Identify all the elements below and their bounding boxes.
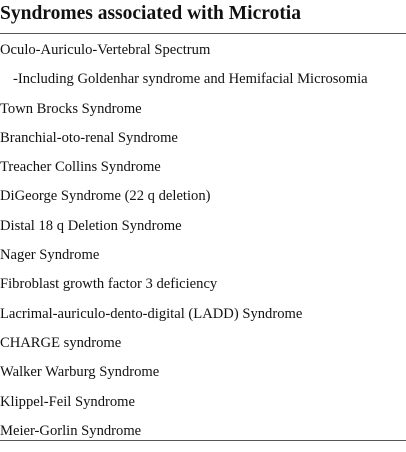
list-item: Fibroblast growth factor 3 deficiency — [0, 276, 218, 293]
list-item: Lacrimal-auriculo-dento-digital (LADD) Syndrome — [0, 305, 303, 322]
list-item: CHARGE syndrome — [0, 334, 122, 351]
table-title: Syndromes associated with Microtia — [0, 3, 301, 24]
header-divider — [0, 33, 406, 34]
list-item: Klippel-Feil Syndrome — [0, 393, 135, 410]
list-item: Meier-Gorlin Syndrome — [0, 422, 142, 439]
list-item-subnote: -Including Goldenhar syndrome and Hemifacial Microsomia — [13, 71, 368, 88]
syndrome-list — [0, 42, 406, 452]
list-item: Treacher Collins Syndrome — [0, 159, 161, 176]
list-item: DiGeorge Syndrome (22 q deletion) — [0, 188, 211, 205]
list-item: Distal 18 q Deletion Syndrome — [0, 217, 182, 234]
list-item: Branchial-oto-renal Syndrome — [0, 129, 178, 146]
list-item: Walker Warburg Syndrome — [0, 364, 160, 381]
list-item: Town Brocks Syndrome — [0, 100, 142, 117]
list-item: Nager Syndrome — [0, 247, 100, 264]
list-item: Oculo-Auriculo-Vertebral Spectrum — [0, 42, 211, 58]
